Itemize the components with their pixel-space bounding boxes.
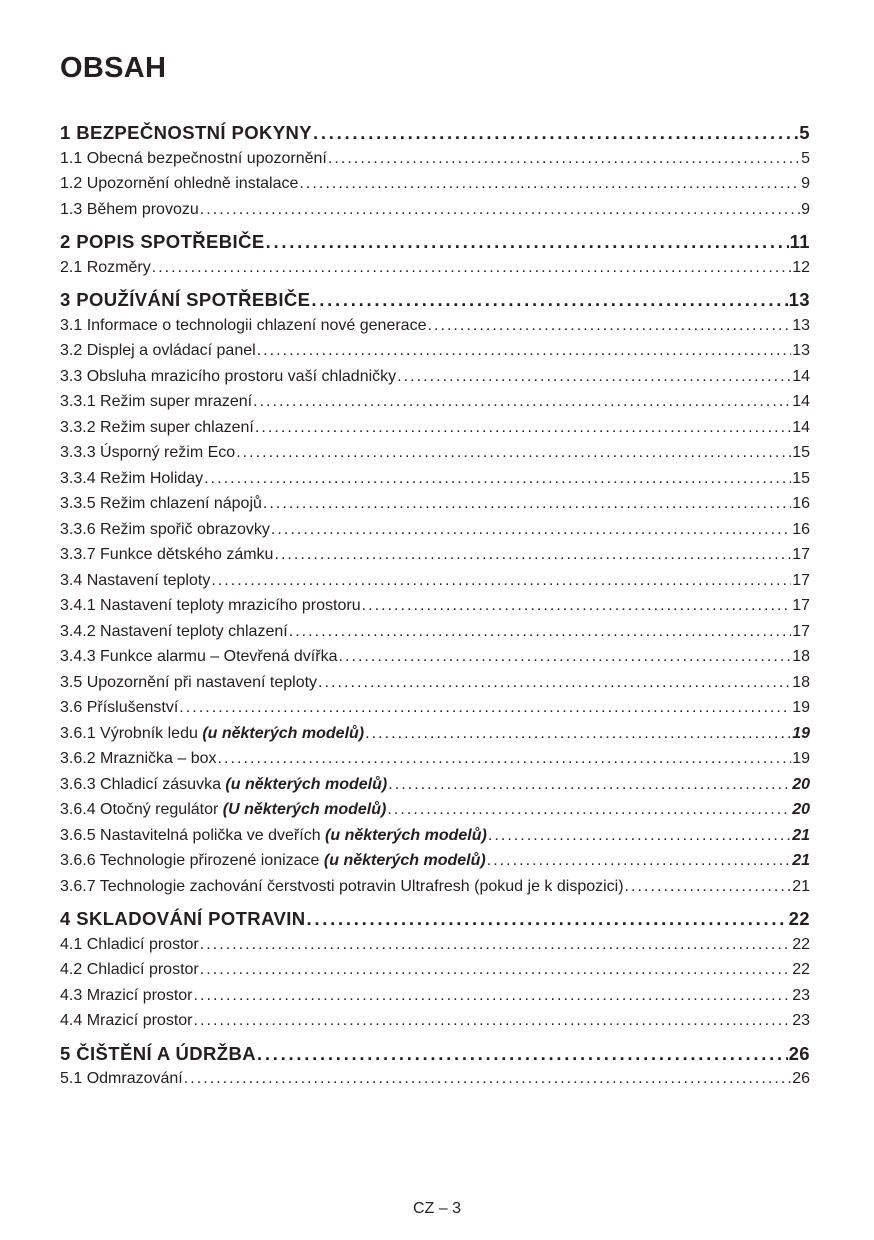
dot-leader <box>193 1008 791 1034</box>
toc-entry-title <box>60 957 199 983</box>
toc-entry-title <box>60 491 262 517</box>
toc-entry-text: 3.6.1 Výrobník ledu <box>60 724 203 742</box>
dot-leader <box>488 823 791 849</box>
dot-leader <box>313 120 798 146</box>
toc-entry-title <box>60 364 396 390</box>
toc-page-number: 13 <box>788 289 810 310</box>
toc-page-number: 11 <box>789 231 810 252</box>
dot-leader <box>487 848 792 874</box>
toc-entry-title <box>60 823 487 849</box>
dot-leader <box>253 389 791 415</box>
toc-entry-text: 3.3.4 Režim Holiday <box>60 469 204 487</box>
toc-section-entry[interactable] <box>60 619 810 645</box>
toc-entry-note: (u některých modelů) <box>325 826 487 844</box>
toc-entry-title <box>60 746 217 772</box>
toc-entry-text: 3.6.3 Chladicí zásuvka <box>60 775 226 793</box>
dot-leader <box>362 593 792 619</box>
toc-entry-text: 1.2 Upozornění ohledně instalace <box>60 175 299 192</box>
toc-entry-title <box>60 197 199 223</box>
toc-section-entry[interactable] <box>60 1066 810 1092</box>
toc-page-number: 18 <box>792 673 810 691</box>
toc-section-entry[interactable] <box>60 797 810 823</box>
dot-leader <box>266 229 789 255</box>
dot-leader <box>218 746 792 772</box>
toc-entry-text: 3.2 Displej a ovládací panel <box>60 342 256 359</box>
toc-entry-text: 3.4 Nastavení teploty <box>60 571 211 589</box>
toc-entry-text: 3.3.3 Úsporný režim Eco <box>60 444 236 461</box>
toc-entry-title <box>60 983 192 1009</box>
toc-chapter-entry[interactable] <box>60 1041 810 1067</box>
toc-entry-text: 4.4 Mrazicí prostor <box>60 1012 193 1029</box>
toc-entry-text: 3.6.5 Nastavitelná polička ve dveřích <box>60 826 326 844</box>
dot-leader <box>387 797 791 823</box>
dot-leader <box>625 874 792 900</box>
toc-entry-title <box>60 874 624 900</box>
toc-entry-text: 3.3.5 Režim chlazení nápojů <box>60 495 262 512</box>
toc-entry-title <box>60 146 327 172</box>
toc-entry-text: 4 SKLADOVÁNÍ POTRAVIN <box>60 908 306 929</box>
toc-entry-title <box>60 670 317 696</box>
dot-leader <box>271 517 791 543</box>
toc-page-number: 26 <box>792 1070 810 1087</box>
toc-page-number: 14 <box>792 418 810 436</box>
toc-entry-text: 3.4.2 Nastavení teploty chlazení <box>60 622 288 640</box>
toc-entry-text: 1.1 Obecná bezpečnostní upozornění <box>60 149 327 167</box>
toc-section-entry[interactable] <box>60 146 810 172</box>
toc-entry-text: 2.1 Rozměry <box>60 258 151 276</box>
toc-chapter-entry[interactable] <box>60 906 810 932</box>
toc-entry-title <box>60 542 273 568</box>
toc-section-entry[interactable] <box>60 313 810 339</box>
toc-section-entry[interactable] <box>60 932 810 958</box>
toc-entry-text: 4.1 Chladicí prostor <box>60 935 199 953</box>
toc-page-number: 17 <box>792 597 810 614</box>
toc-entry-title <box>60 229 265 255</box>
toc-entry-title <box>60 389 252 415</box>
dot-leader <box>328 146 800 172</box>
toc-page-number: 17 <box>792 546 810 563</box>
toc-entry-text: 3 POUŽÍVÁNÍ SPOTŘEBIČE <box>60 289 311 310</box>
dot-leader <box>211 568 791 594</box>
toc-entry-text: 5 ČIŠTĚNÍ A ÚDRŽBA <box>60 1042 256 1064</box>
toc-section-entry[interactable] <box>60 440 810 466</box>
toc-entry-title <box>60 721 364 747</box>
toc-page-number: 14 <box>792 367 810 385</box>
page-footer: CZ – 3 <box>412 1200 461 1217</box>
toc-page-number: 21 <box>792 877 810 895</box>
toc-section-entry[interactable] <box>60 670 810 696</box>
dot-leader <box>427 313 791 339</box>
dot-leader <box>299 171 800 197</box>
toc-section-entry[interactable] <box>60 338 810 364</box>
toc-section-entry[interactable] <box>60 255 810 281</box>
toc-entry-title <box>60 932 199 958</box>
dot-leader <box>318 670 791 696</box>
toc-entry-title <box>60 593 361 619</box>
dot-leader <box>184 1066 791 1092</box>
toc-page-number: 5 <box>801 149 810 167</box>
toc-page-number: 19 <box>792 724 810 742</box>
toc-section-entry[interactable] <box>60 848 810 874</box>
dot-leader <box>307 906 788 932</box>
dot-leader <box>397 364 791 390</box>
toc-page-number: 21 <box>792 852 810 869</box>
toc-entry-title <box>60 848 486 874</box>
dot-leader <box>311 287 787 313</box>
toc-page-number: 9 <box>801 200 810 218</box>
toc-page-number: 5 <box>799 122 810 143</box>
toc-page-number: 23 <box>792 986 810 1004</box>
toc-page-number: 21 <box>792 826 810 844</box>
toc-section-entry[interactable] <box>60 957 810 983</box>
toc-section-entry[interactable] <box>60 593 810 619</box>
toc-entry-title <box>60 1041 256 1067</box>
toc-section-entry[interactable] <box>60 197 810 223</box>
dot-leader <box>193 983 791 1009</box>
dot-leader <box>289 619 792 645</box>
toc-entry-text: 5.1 Odmrazování <box>60 1070 183 1087</box>
toc-entry-text: 3.6.4 Otočný regulátor <box>60 801 223 818</box>
toc-entry-text: 3.6.2 Mraznička – box <box>60 750 217 767</box>
dot-leader <box>388 772 791 798</box>
dot-leader <box>255 415 791 441</box>
toc-section-entry[interactable] <box>60 983 810 1009</box>
toc-section-entry[interactable] <box>60 823 810 849</box>
toc-section-entry[interactable] <box>60 542 810 568</box>
toc-section-entry[interactable] <box>60 389 810 415</box>
toc-entry-title <box>60 568 210 594</box>
toc-chapter-entry[interactable] <box>60 229 810 255</box>
toc-section-entry[interactable] <box>60 491 810 517</box>
toc-page-number: 17 <box>792 622 810 640</box>
toc-page-number: 16 <box>792 520 810 538</box>
toc-chapter-entry[interactable] <box>60 120 810 146</box>
toc-entry-text: 3.6 Příslušenství <box>60 699 179 716</box>
toc-chapter-entry[interactable] <box>60 287 810 313</box>
dot-leader <box>204 466 791 492</box>
toc-entry-text: 3.3.2 Režim super chlazení <box>60 418 254 436</box>
dot-leader <box>365 721 791 747</box>
dot-leader <box>338 644 791 670</box>
toc-page-number: 14 <box>792 393 810 410</box>
toc-entry-text: 2 POPIS SPOTŘEBIČE <box>60 231 265 252</box>
toc-page-number: 15 <box>792 469 810 487</box>
toc-entry-text: 4.3 Mrazicí prostor <box>60 986 193 1004</box>
toc-entry-title <box>60 695 178 721</box>
toc-page-number: 19 <box>792 699 810 716</box>
dot-leader <box>152 255 792 281</box>
toc-entry-text: 3.3 Obsluha mrazicího prostoru vaší chladničky <box>60 367 397 385</box>
page-title: OBSAH <box>60 52 167 84</box>
toc-page-number: 22 <box>792 961 810 978</box>
toc-page-number: 19 <box>792 750 810 767</box>
dot-leader <box>200 932 791 958</box>
toc-entry-text: 3.5 Upozornění při nastavení teploty <box>60 673 318 691</box>
toc-entry-title <box>60 1008 192 1034</box>
toc-page-number: 20 <box>792 801 810 818</box>
toc-entry-title <box>60 644 337 670</box>
toc-entry-title <box>60 466 203 492</box>
toc-page-number: 15 <box>792 444 810 461</box>
toc-entry-text: 3.1 Informace o technologii chlazení nové generace <box>60 316 427 334</box>
toc-entry-title <box>60 772 387 798</box>
dot-leader <box>200 197 800 223</box>
toc-entry-text: 3.4.3 Funkce alarmu – Otevřená dvířka <box>60 648 338 665</box>
toc-entry-note: (u některých modelů) <box>323 852 486 869</box>
toc-section-entry[interactable] <box>60 874 810 900</box>
toc-entry-title <box>60 619 288 645</box>
toc-page-number: 13 <box>792 316 810 334</box>
toc-entry-title <box>60 906 306 932</box>
toc-page-number: 18 <box>792 648 810 665</box>
toc-section-entry[interactable] <box>60 772 810 798</box>
toc-section-entry[interactable] <box>60 466 810 492</box>
toc-entry-text: 1 BEZPEČNOSTNÍ POKYNY <box>60 122 313 143</box>
toc-section-entry[interactable] <box>60 171 810 197</box>
toc-entry-title <box>60 1066 183 1092</box>
toc-page-number: 9 <box>801 175 810 192</box>
toc-entry-title <box>60 415 254 441</box>
toc-entry-note: (U některých modelů) <box>222 801 387 818</box>
toc-section-entry[interactable] <box>60 415 810 441</box>
toc-section-entry[interactable] <box>60 364 810 390</box>
toc-entry-text: 3.4.1 Nastavení teploty mrazicího prostoru <box>60 597 361 614</box>
toc-entry-text: 1.3 Během provozu <box>60 200 199 218</box>
toc-entry-title <box>60 440 235 466</box>
toc-page-number: 26 <box>788 1042 810 1064</box>
toc-entry-text: 3.6.6 Technologie přirozené ionizace <box>60 852 324 869</box>
toc-entry-note: (u některých modelů) <box>202 724 365 742</box>
toc-page-number: 22 <box>788 908 810 929</box>
toc-entry-text: 3.6.7 Technologie zachování čerstvosti potravin Ultrafresh (pokud je k dispozici) <box>60 877 624 895</box>
toc-entry-text: 4.2 Chladicí prostor <box>60 961 199 978</box>
toc-page-number: 17 <box>792 571 810 589</box>
toc-entry-title <box>60 338 256 364</box>
toc-entry-title <box>60 287 310 313</box>
toc-section-entry[interactable] <box>60 746 810 772</box>
dot-leader <box>257 1041 788 1067</box>
toc-page-number: 23 <box>792 1012 810 1029</box>
toc-entry-title <box>60 171 298 197</box>
toc-entry-text: 3.3.1 Režim super mrazení <box>60 393 253 410</box>
toc-entry-title <box>60 255 151 281</box>
toc-section-entry[interactable] <box>60 1008 810 1034</box>
toc-entry-title <box>60 517 270 543</box>
dot-leader <box>263 491 791 517</box>
toc-section-entry[interactable] <box>60 695 810 721</box>
toc-entry-note: (u některých modelů) <box>225 775 388 793</box>
toc-section-entry[interactable] <box>60 644 810 670</box>
toc-entry-title <box>60 120 312 146</box>
toc-page-number: 20 <box>792 775 810 793</box>
table-of-contents <box>60 120 810 1092</box>
toc-page-number: 12 <box>792 258 810 276</box>
dot-leader <box>236 440 791 466</box>
toc-entry-title <box>60 313 426 339</box>
dot-leader <box>257 338 792 364</box>
toc-entry-text: 3.3.7 Funkce dětského zámku <box>60 546 274 563</box>
toc-page-number: 16 <box>792 495 810 512</box>
toc-page-number: 13 <box>792 342 810 359</box>
toc-page-number: 22 <box>792 935 810 953</box>
toc-entry-title <box>60 797 386 823</box>
dot-leader <box>200 957 791 983</box>
dot-leader <box>179 695 791 721</box>
toc-section-entry[interactable] <box>60 568 810 594</box>
dot-leader <box>274 542 791 568</box>
toc-section-entry[interactable] <box>60 721 810 747</box>
toc-section-entry[interactable] <box>60 517 810 543</box>
toc-entry-text: 3.3.6 Režim spořič obrazovky <box>60 520 270 538</box>
